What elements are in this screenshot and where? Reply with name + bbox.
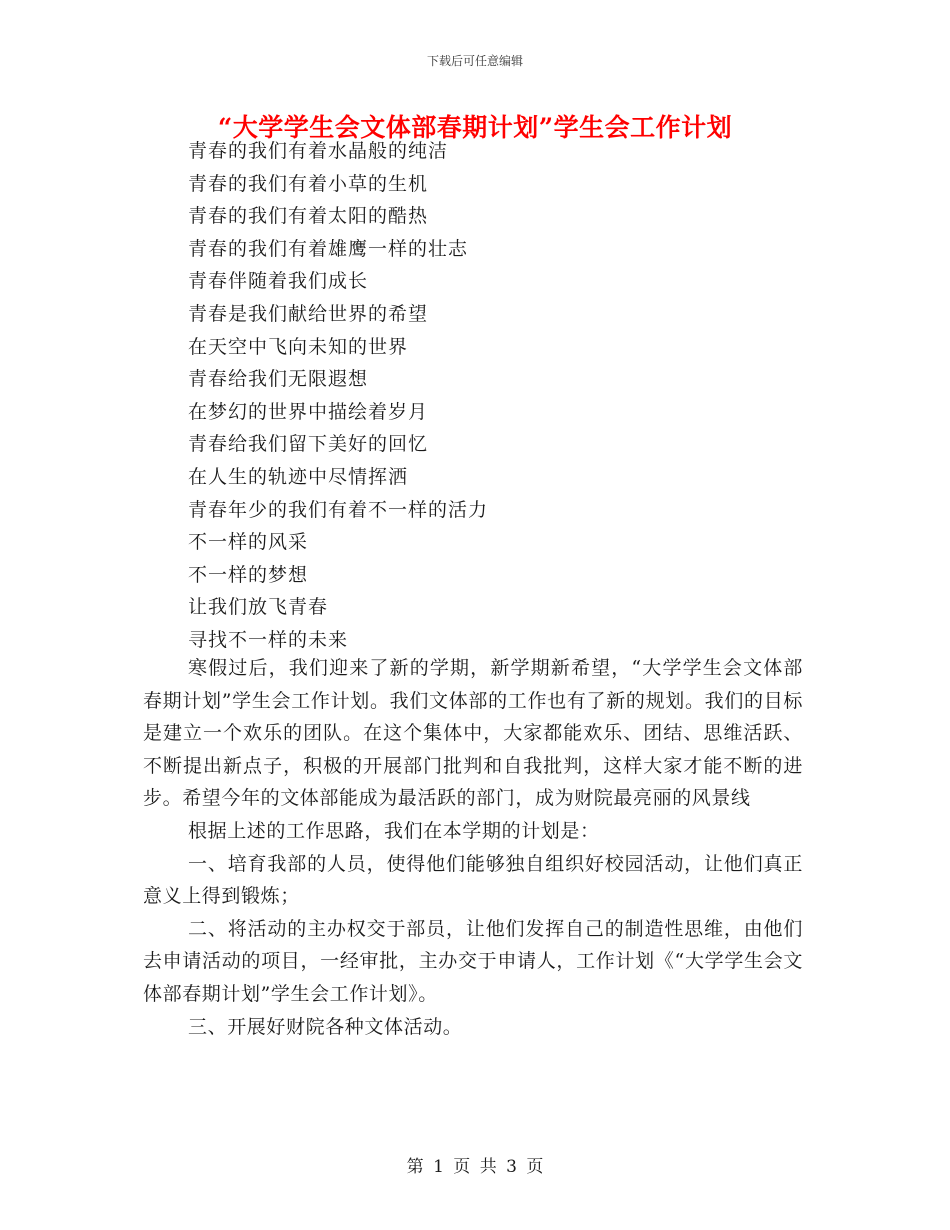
document-title: “大学学生会文体部春期计划”学生会工作计划 xyxy=(217,113,733,142)
poem-line: 青春的我们有着太阳的酷热 xyxy=(188,205,429,228)
poem-line: 不一样的梦想 xyxy=(188,563,309,586)
poem-line: 青春的我们有着水晶般的纯洁 xyxy=(188,140,449,162)
poem xyxy=(188,135,488,657)
header-note: 下载后可任意编辑 xyxy=(426,54,523,68)
paragraph-intro: 寒假过后，我们迎来了新的学期，新学期新希望，“大学学生会文体部春期计划”学生会工作计划。我们文体部的工作也有了新的规划。我们的目标是建立一个欢乐的团队。在这个集体中，大家都能欢乐、团结、思维活跃、不断提出新点子，积极的开展部门批判和自我批判，这样大家才能不断的进步。希望今年的文体部能成为最活跃的部门，成为财院最亮丽的风景线 xyxy=(143,657,803,810)
paragraph-item-1: 一、培育我部的人员，使得他们能够独自组织好校园活动，让他们真正意义上得到锻炼； xyxy=(143,852,803,908)
poem-line: 青春的我们有着雄鹰一样的壮志 xyxy=(188,237,469,260)
poem-line: 让我们放飞青春 xyxy=(188,596,329,619)
poem-line: 在天空中飞向未知的世界 xyxy=(188,335,409,358)
page-number: 第 1 页 共 3 页 xyxy=(406,1157,544,1177)
poem-line: 青春给我们留下美好的回忆 xyxy=(188,433,429,456)
paragraph-item-3: 三、开展好财院各种文体活动。 xyxy=(188,1015,463,1038)
poem-line: 在人生的轨迹中尽情挥洒 xyxy=(188,465,409,488)
poem-line: 青春年少的我们有着不一样的活力 xyxy=(188,498,489,521)
poem-line: 在梦幻的世界中描绘着岁月 xyxy=(188,400,429,423)
paragraph-plan-lead: 根据上述的工作思路，我们在本学期的计划是： xyxy=(188,819,600,842)
paragraph-item-2: 二、将活动的主办权交于部员，让他们发挥自己的制造性思维，由他们去申请活动的项目，一经审批，主办交于申请人，工作计划《“大学学生会文体部春期计划”学生会工作计划》。 xyxy=(143,917,803,1005)
poem-line: 青春是我们献给世界的希望 xyxy=(188,302,429,325)
poem-line: 青春伴随着我们成长 xyxy=(188,270,369,293)
body-text xyxy=(143,652,803,1043)
poem-line: 不一样的风采 xyxy=(188,531,309,554)
poem-line: 寻找不一样的未来 xyxy=(188,628,349,651)
poem-line: 青春的我们有着小草的生机 xyxy=(188,172,429,195)
poem-line: 青春给我们无限遐想 xyxy=(188,368,369,391)
